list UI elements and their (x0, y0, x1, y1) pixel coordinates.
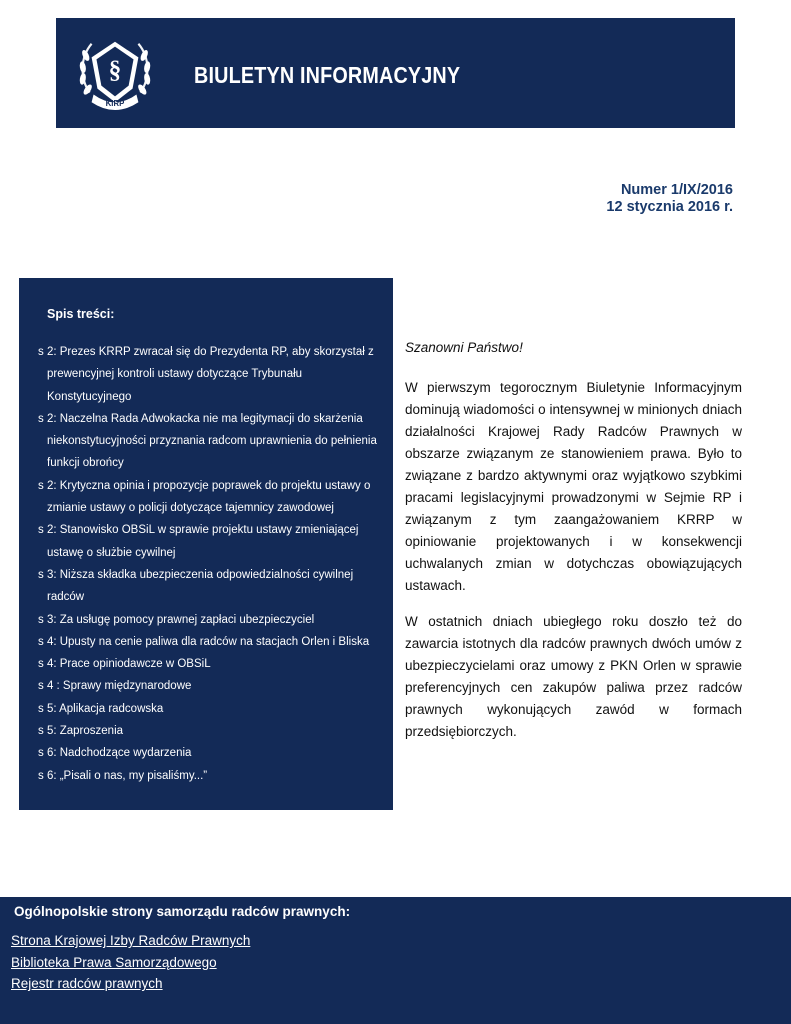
footer (0, 897, 791, 1024)
footer-links (11, 930, 250, 995)
svg-text:KIRP: KIRP (105, 99, 125, 109)
toc-item[interactable]: s 4: Prace opiniodawcze w OBSiL (38, 658, 211, 671)
toc-item[interactable]: s 6: „Pisali o nas, my pisaliśmy...” (38, 769, 208, 782)
toc-item[interactable]: s 2: Naczelna Rada Adwokacka nie ma legitymacji do skarżenia niekonstytucyjności przyznania radcom uprawnienia do pełnienia funkcji obrońcy (38, 412, 377, 470)
intro-paragraph-1: W pierwszym tegorocznym Biuletynie Informacyjnym dominują wiadomości o intensywnej w minionych dniach działalności Krajowej Rady Radców Prawnych w obszarze związanym ze stanowieniem prawa. Było to związane z bardzo aktywnymi oraz wyjątkowo szybkimi pracami legislacyjnymi prowadzonymi w Sejmie RP i związanym z tym zaangażowaniem KRRP w opiniowanie projektowanych i w konsekwencji uchwalanych zmian w dotychczas obowiązujących ustawach. (405, 380, 742, 593)
footer-title: Ogólnopolskie strony samorządu radców prawnych: (14, 904, 351, 919)
toc-item[interactable]: s 2: Stanowisko OBSiL w sprawie projektu ustawy zmieniającej ustawę o służbie cywilnej (38, 524, 359, 559)
intro-text (405, 337, 742, 757)
toc-item[interactable]: s 4: Upusty na cenie paliwa dla radców na stacjach Orlen i Bliska (38, 635, 370, 648)
salutation: Szanowni Państwo! (405, 340, 523, 355)
krrp-emblem-logo (76, 32, 154, 114)
intro-paragraph-2: W ostatnich dniach ubiegłego roku doszło też do zawarcia istotnych dla radców prawnych dwóch umów z ubezpieczycielami oraz umowy z PKN Orlen w sprawie preferencyjnych cen zakupów paliwa przez radców prawnych wykonujących zawód w formach przedsiębiorczych. (405, 614, 742, 739)
toc-item[interactable]: s 4 : Sprawy międzynarodowe (38, 680, 192, 693)
toc-item[interactable]: s 3: Niższa składka ubezpieczenia odpowiedzialności cywilnej radców (38, 568, 354, 604)
table-of-contents (19, 278, 393, 810)
toc-list (38, 341, 383, 787)
bulletin-title: BIULETYN INFORMACYJNY (194, 62, 461, 88)
toc-item[interactable]: s 2: Prezes KRRP zwracał się do Prezydenta RP, aby skorzystał z prewencyjnej kontroli ustawy dotyczące Trybunału Konstytucyjnego (38, 346, 374, 403)
toc-item[interactable]: s 3: Za usługę pomocy prawnej zapłaci ubezpieczyciel (38, 613, 315, 626)
toc-item[interactable]: s 6: Nadchodzące wydarzenia (38, 747, 192, 760)
link-rejestr-radcow[interactable]: Rejestr radców prawnych (11, 976, 163, 992)
issue-date: 12 stycznia 2016 r. (606, 199, 733, 215)
toc-item[interactable]: s 5: Aplikacja radcowska (38, 702, 164, 715)
svg-text:§: § (108, 55, 122, 84)
toc-item[interactable]: s 2: Krytyczna opinia i propozycje poprawek do projektu ustawy o zmianie ustawy o policji dotyczące tajemnicy zawodowej (38, 479, 371, 515)
toc-item[interactable]: s 5: Zaproszenia (38, 725, 124, 738)
toc-title: Spis treści: (47, 307, 115, 321)
header-banner (56, 18, 735, 128)
link-krajowa-izba[interactable]: Strona Krajowej Izby Radców Prawnych (11, 933, 251, 948)
issue-info (606, 182, 733, 216)
link-biblioteka-prawa[interactable]: Biblioteka Prawa Samorządowego (11, 954, 217, 970)
issue-number: Numer 1/IX/2016 (620, 182, 733, 198)
